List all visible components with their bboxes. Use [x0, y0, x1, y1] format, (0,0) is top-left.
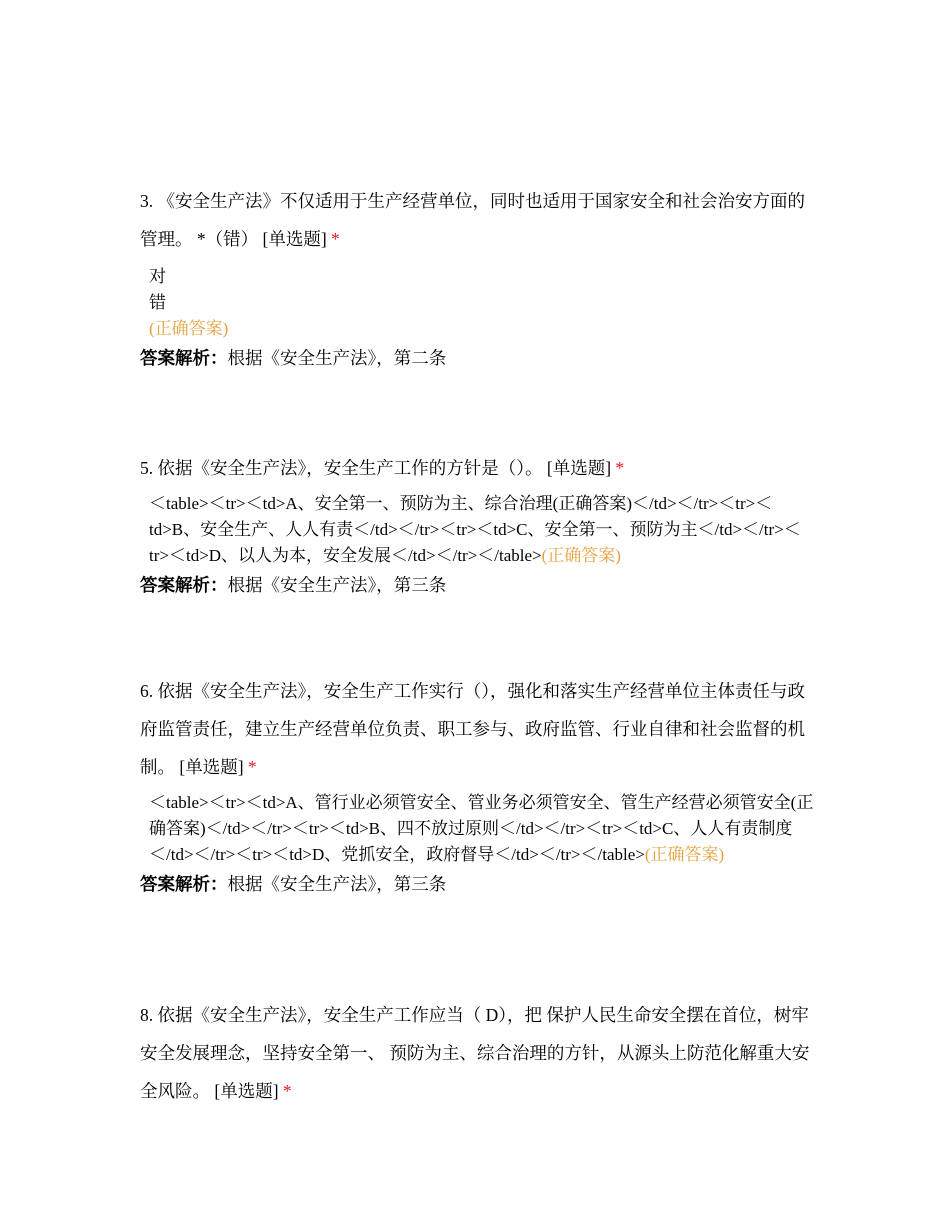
question-text: 3. 《安全生产法》不仅适用于生产经营单位，同时也适用于国家安全和社会治安方面的管理。 *（错） [单选题]: [140, 191, 805, 249]
question-text: 6. 依据《安全生产法》，安全生产工作实行（），强化和落实生产经营单位主体责任与政府监管责任，建立生产经营单位负责、职工参与、政府监管、行业自律和社会监督的机制。 [单选题]: [140, 681, 805, 777]
question-text: 5. 依据《安全生产法》，安全生产工作的方针是（）。 [单选题]: [140, 458, 612, 478]
correct-answer-label: (正确答案): [541, 546, 621, 565]
question-6: [140, 672, 820, 898]
required-mark: *: [331, 229, 340, 249]
correct-answer-label: (正确答案): [644, 845, 725, 864]
question-3: [140, 182, 820, 372]
analysis-label: 答案解析：: [140, 874, 228, 894]
answer-analysis: [140, 344, 820, 372]
option-true: 对: [149, 267, 166, 286]
required-mark: *: [247, 757, 257, 777]
question-text: 8. 依据《安全生产法》，安全生产工作应当（ D），把 保护人民生命安全摆在首位，树牢安全发展理念，坚持安全第一、 预防为主、综合治理的方针，从源头上防范化解重大安全风险。 [单选题]: [140, 1005, 810, 1101]
analysis-text: 根据《安全生产法》，第三条: [227, 874, 447, 894]
required-mark: *: [282, 1081, 292, 1101]
raw-options-text: ＜table>＜tr>＜td>A、安全第一、预防为主、综合治理(正确答案)＜/td>＜/tr>＜tr>＜td>B、安全生产、人人有责＜/td>＜/tr>＜tr>＜td>C、安全第一、预防为主＜/td>＜/tr>＜tr>＜td>D、以人为本，安全发展＜/td>＜/tr>＜/table>: [149, 494, 801, 565]
question-title: [140, 996, 820, 1110]
analysis-text: 根据《安全生产法》，第二条: [227, 348, 447, 368]
options-list: [149, 264, 820, 342]
options-raw-block: [149, 491, 820, 569]
answer-analysis: [140, 571, 820, 599]
answer-analysis: [140, 870, 820, 898]
options-raw-block: [149, 790, 820, 868]
raw-options-text: ＜table>＜tr>＜td>A、管行业必须管安全、管业务必须管安全、管生产经营必须管安全(正确答案)＜/td>＜/tr>＜tr>＜td>B、四不放过原则＜/td>＜/tr>＜tr>＜td>C、人人有责制度＜/td>＜/tr>＜tr>＜td>D、党抓安全，政府督导＜/td>＜/tr>＜/table>: [149, 793, 814, 864]
option-false: 错: [149, 293, 166, 312]
question-8: [140, 996, 820, 1110]
analysis-text: 根据《安全生产法》，第三条: [227, 575, 447, 595]
correct-answer-label: (正确答案): [149, 319, 229, 338]
analysis-label: 答案解析：: [140, 348, 228, 368]
question-title: [140, 672, 820, 786]
question-title: [140, 182, 820, 258]
question-5: [140, 449, 820, 599]
question-title: [140, 449, 820, 487]
required-mark: *: [615, 458, 625, 478]
analysis-label: 答案解析：: [140, 575, 228, 595]
